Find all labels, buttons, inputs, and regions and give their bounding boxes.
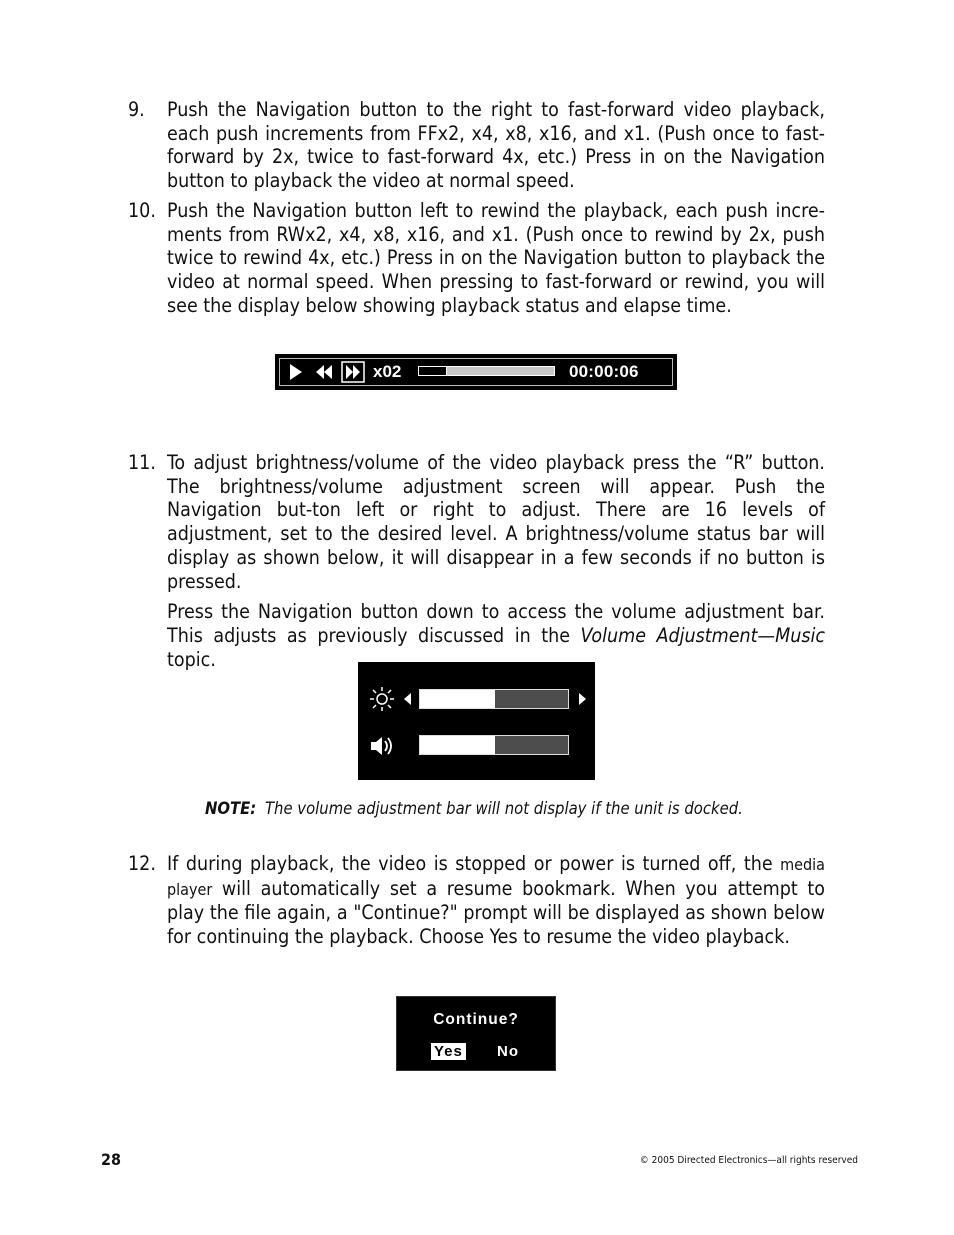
speaker-icon — [370, 735, 396, 757]
step-text: If during playback, the video is stopped or power is turned off, the media player will automatically set a resume bookmark. When you attempt to play the file again, a "Continue?" prompt will be displayed as shown below for continuing the playback. Choose Yes to resume the video playback. — [167, 852, 825, 949]
step-9 — [128, 98, 825, 193]
fast-forward-icon — [341, 361, 365, 383]
playback-speed: x02 — [373, 362, 402, 381]
step-text: Push the Navigation button left to rewind the playback, each push incre-ments from RWx2, x4, x8, x16, and x1. (Push once to rewind by 2x, push twice to rewind 4x, etc.) Press in on the Navigation button to playback the video at normal speed. When pressing to fast-forward or rewind, you will see the display below showing playback status and elapse time. — [167, 199, 825, 317]
step-text-continued: Press the Navigation button down to access the volume adjustment bar. This adjusts as previously discussed in the Volume Adjustment—Music topic. — [167, 600, 825, 671]
brightness-icon — [370, 687, 394, 711]
rewind-icon — [315, 363, 333, 381]
step-text: To adjust brightness/volume of the video playback press the “R” button. The brightness/volume adjustment screen will appear. Push the Navigation but-ton left or right to adjust. There are 16 levels of adjustment, set to the desired level. A brightness/volume status bar will display as shown below, it will disappear in a few seconds if no button is pressed. — [167, 451, 825, 593]
note-label: NOTE: — [205, 799, 257, 818]
continue-prompt-dialog — [396, 996, 556, 1071]
left-arrow-icon — [404, 693, 412, 705]
step-number: 11. — [128, 451, 156, 474]
step-number: 10. — [128, 199, 156, 222]
copyright-notice: © 2005 Directed Electronics—all rights reserved — [639, 1155, 858, 1166]
step-text: Push the Navigation button to the right to fast-forward video playback, each push increments from FFx2, x4, x8, x16, and x1. (Push once to fast-forward by 2x, twice to fast-forward 4x, etc.) Press in on the Navigation button to playback the video at normal speed. — [167, 98, 825, 193]
volume-level-fill — [420, 736, 495, 754]
step-11 — [128, 451, 825, 671]
volume-level-bar — [419, 735, 569, 755]
play-icon — [289, 363, 303, 381]
no-option[interactable]: No — [497, 1043, 519, 1060]
brightness-level-fill — [420, 690, 495, 708]
yes-option[interactable]: Yes — [431, 1043, 466, 1060]
topic-reference: Volume Adjustment—Music — [580, 623, 825, 647]
step-number: 9. — [128, 98, 145, 121]
elapsed-time: 00:00:06 — [569, 362, 639, 381]
step-10 — [128, 199, 825, 318]
playback-progress-track — [418, 366, 555, 376]
right-arrow-icon — [578, 693, 586, 705]
step-12 — [128, 852, 825, 949]
note — [205, 799, 743, 818]
continue-question: Continue? — [433, 1011, 519, 1028]
page-number: 28 — [101, 1150, 122, 1169]
brightness-level-bar — [419, 689, 569, 709]
brightness-volume-adjustment-screen — [358, 662, 595, 780]
playback-progress-fill — [419, 367, 447, 375]
playback-status-bar — [276, 355, 676, 389]
product-name: media player — [167, 855, 825, 899]
note-text: The volume adjustment bar will not display if the unit is docked. — [264, 799, 743, 818]
step-number: 12. — [128, 852, 156, 875]
